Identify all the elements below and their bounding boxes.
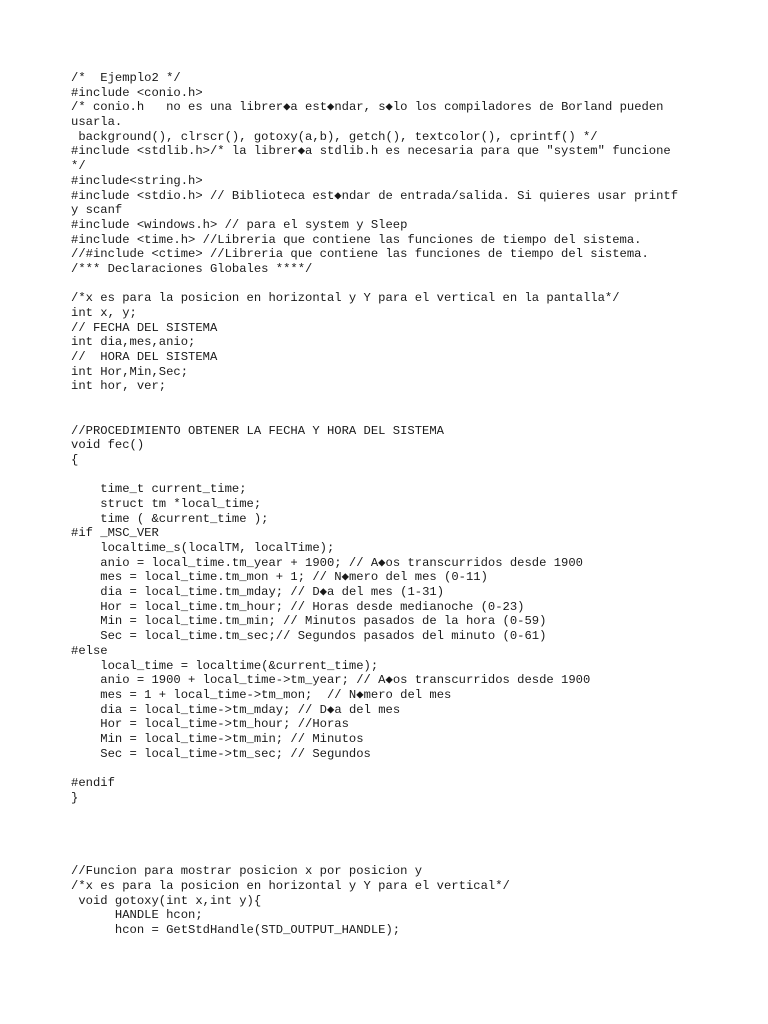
code-line: dia = local_time.tm_mday; // D◆a del mes (1-31): [71, 585, 445, 600]
code-line: [71, 277, 731, 292]
code-line: #include <windows.h> // para el system y Sleep: [71, 217, 408, 232]
code-line: background(), clrscr(), gotoxy(a,b), getch(), textcolor(), cprintf() */: [71, 129, 598, 144]
code-line: void fec(): [71, 438, 145, 453]
code-line: /*x es para la posicion en horizontal y Y para el vertical*/: [71, 878, 510, 893]
code-line: usarla.: [71, 115, 123, 130]
code-line: HANDLE hcon;: [71, 908, 203, 923]
code-line: localtime_s(localTM, localTime);: [71, 541, 335, 555]
code-line: Sec = local_time.tm_sec;// Segundos pasados del minuto (0-61): [71, 629, 547, 644]
code-line: int Hor,Min,Sec;: [71, 364, 189, 379]
code-line: /*x es para la posicion en horizontal y Y para el vertical en la pantalla*/: [71, 291, 620, 306]
code-line: [71, 805, 731, 820]
code-line: void gotoxy(int x,int y){: [71, 893, 262, 908]
code-line: anio = 1900 + local_time->tm_year; // A◆os transcurridos desde 1900: [71, 673, 591, 688]
code-line: /*** Declaraciones Globales ****/: [71, 261, 313, 276]
code-line: #include<string.h>: [71, 173, 203, 188]
code-line: Min = local_time.tm_min; // Minutos pasados de la hora (0-59): [71, 614, 547, 629]
code-line: //PROCEDIMIENTO OBTENER LA FECHA Y HORA DEL SISTEMA: [71, 423, 444, 438]
code-line: [71, 820, 731, 835]
code-line: // FECHA DEL SISTEMA: [71, 320, 218, 335]
code-line: // HORA DEL SISTEMA: [71, 350, 218, 365]
code-line: #endif: [71, 776, 115, 790]
code-line: /* Ejemplo2 */: [71, 71, 181, 85]
code-line: //#include <ctime> //Libreria que contiene las funciones de tiempo del sistema.: [71, 247, 649, 262]
code-line: [71, 468, 731, 483]
code-line: hcon = GetStdHandle(STD_OUTPUT_HANDLE);: [71, 922, 401, 937]
code-line: #if _MSC_VER: [71, 526, 159, 541]
code-line: local_time = localtime(&current_time);: [71, 658, 379, 673]
code-line: [71, 761, 731, 776]
code-line: int x, y;: [71, 306, 137, 320]
code-line: Sec = local_time->tm_sec; // Segundos: [71, 746, 371, 761]
code-line: struct tm *local_time;: [71, 496, 262, 511]
code-line: anio = local_time.tm_year + 1900; // A◆os transcurridos desde 1900: [71, 555, 583, 570]
code-line: #include <stdio.h> // Biblioteca est◆ndar de entrada/salida. Si quieres usar printf: [71, 188, 679, 203]
code-line: #include <time.h> //Libreria que contiene las funciones de tiempo del sistema.: [71, 232, 642, 247]
code-line: Min = local_time->tm_min; // Minutos: [71, 731, 364, 746]
code-line: [71, 835, 731, 850]
code-line: #else: [71, 643, 108, 658]
code-line: mes = local_time.tm_mon + 1; // N◆mero del mes (0-11): [71, 570, 488, 585]
code-line: [71, 394, 731, 409]
code-line: int dia,mes,anio;: [71, 335, 196, 350]
code-line: #include <conio.h>: [71, 85, 203, 100]
code-line: int hor, ver;: [71, 379, 167, 394]
code-line: time ( &current_time );: [71, 511, 269, 526]
code-line: */: [71, 159, 86, 174]
code-line: Hor = local_time.tm_hour; // Horas desde medianoche (0-23): [71, 599, 525, 614]
code-line: Hor = local_time->tm_hour; //Horas: [71, 717, 349, 732]
code-line: #include <stdlib.h>/* la librer◆a stdlib.h es necesaria para que "system" funcione: [71, 144, 671, 159]
code-line: [71, 849, 731, 864]
code-line: dia = local_time->tm_mday; // D◆a del mes: [71, 702, 401, 717]
code-line: }: [71, 790, 79, 805]
code-line: /* conio.h no es una librer◆a est◆ndar, s◆lo los compiladores de Borland pueden: [71, 100, 664, 115]
code-line: mes = 1 + local_time->tm_mon; // N◆mero del mes: [71, 687, 452, 702]
code-line: //Funcion para mostrar posicion x por posicion y: [71, 864, 423, 879]
code-line: [71, 409, 731, 424]
code-line: time_t current_time;: [71, 482, 247, 497]
code-document: [71, 71, 731, 938]
code-line: {: [71, 452, 79, 467]
code-line: y scanf: [71, 203, 123, 218]
